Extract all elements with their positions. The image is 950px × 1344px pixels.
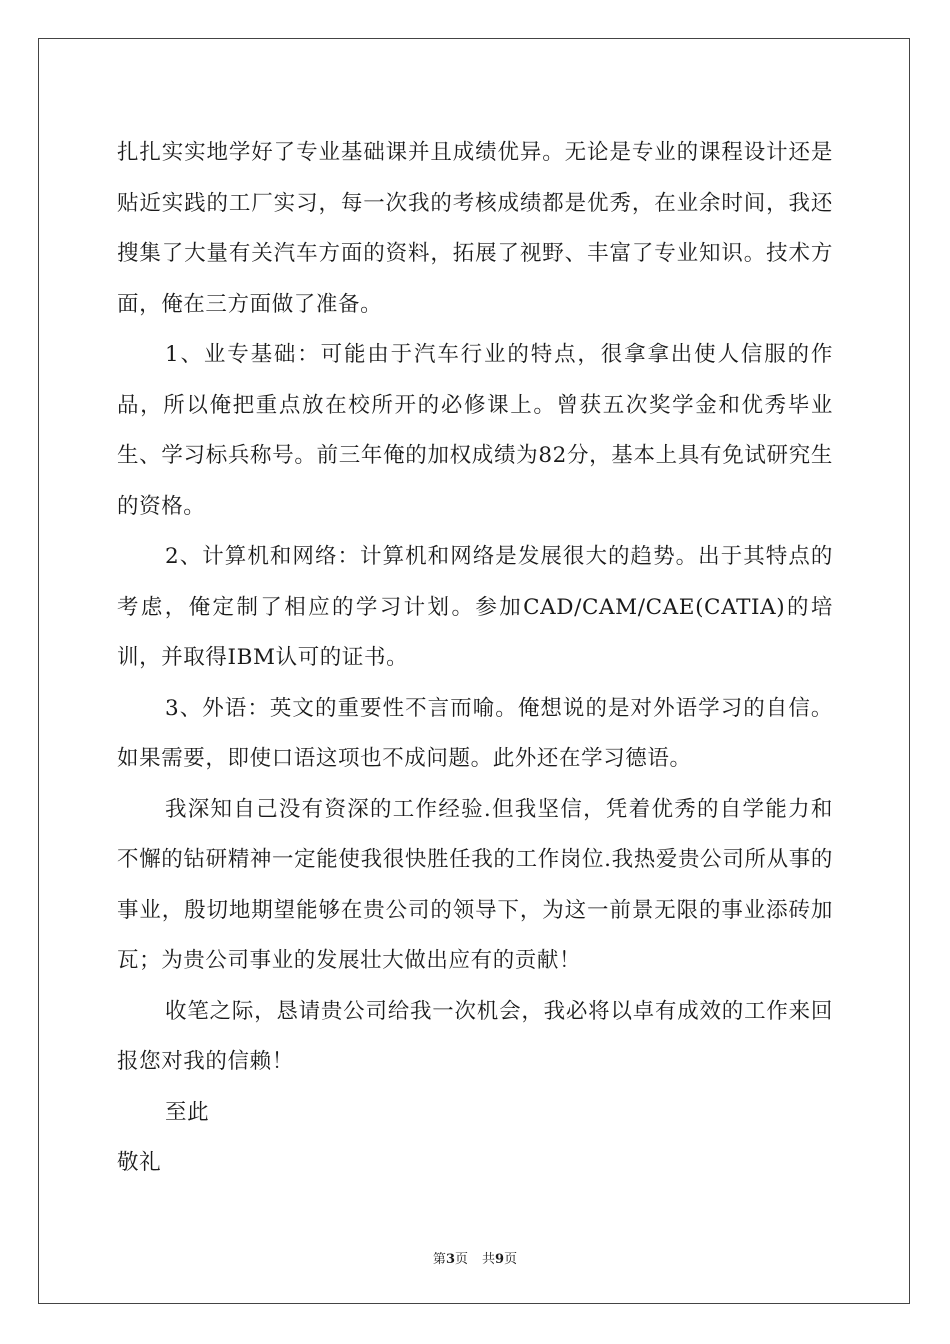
page-number: 3 xyxy=(445,1252,455,1267)
paragraph-foreign-language: 3、外语：英文的重要性不言而喻。俺想说的是对外语学习的自信。如果需要，即使口语这项也不成问题。此外还在学习德语。 xyxy=(117,695,833,771)
paragraph-professional-foundation: 1、业专基础：可能由于汽车行业的特点，很拿拿出使人信服的作品，所以俺把重点放在校所开的必修课上。曾获五次奖学金和优秀毕业生、学习标兵称号。前三年俺的加权成绩为82分，基本上具有免试研究生的资格。 xyxy=(117,342,833,519)
total-suffix: 页 xyxy=(504,1252,518,1267)
page-prefix: 第 xyxy=(432,1252,446,1267)
document-body xyxy=(117,128,833,1189)
paragraph-intro: 扎扎实实地学好了专业基础课并且成绩优异。无论是专业的课程设计还是贴近实践的工厂实习，每一次我的考核成绩都是优秀，在业余时间，我还搜集了大量有关汽车方面的资料，拓展了视野、丰富了专业知识。技术方面，俺在三方面做了准备。 xyxy=(117,140,833,317)
paragraph-commitment: 我深知自己没有资深的工作经验.但我坚信，凭着优秀的自学能力和不懈的钻研精神一定能使我很快胜任我的工作岗位.我热爱贵公司所从事的事业，殷切地期望能够在贵公司的领导下，为这一前景无限的事业添砖加瓦；为贵公司事业的发展壮大做出应有的贡献！ xyxy=(117,796,833,973)
page-suffix: 页 xyxy=(454,1252,468,1267)
total-prefix: 共 xyxy=(482,1252,496,1267)
salutation-zhici: 至此 xyxy=(165,1099,210,1125)
paragraph-computer-network: 2、计算机和网络：计算机和网络是发展很大的趋势。出于其特点的考虑，俺定制了相应的学习计划。参加CAD/CAM/CAE(CATIA)的培训，并取得IBM认可的证书。 xyxy=(117,544,833,670)
salutation-jingli: 敬礼 xyxy=(117,1150,162,1175)
total-pages: 9 xyxy=(495,1252,505,1267)
page-footer xyxy=(0,1248,950,1267)
paragraph-closing: 收笔之际，恳请贵公司给我一次机会，我必将以卓有成效的工作来回报您对我的信赖！ xyxy=(117,998,833,1074)
